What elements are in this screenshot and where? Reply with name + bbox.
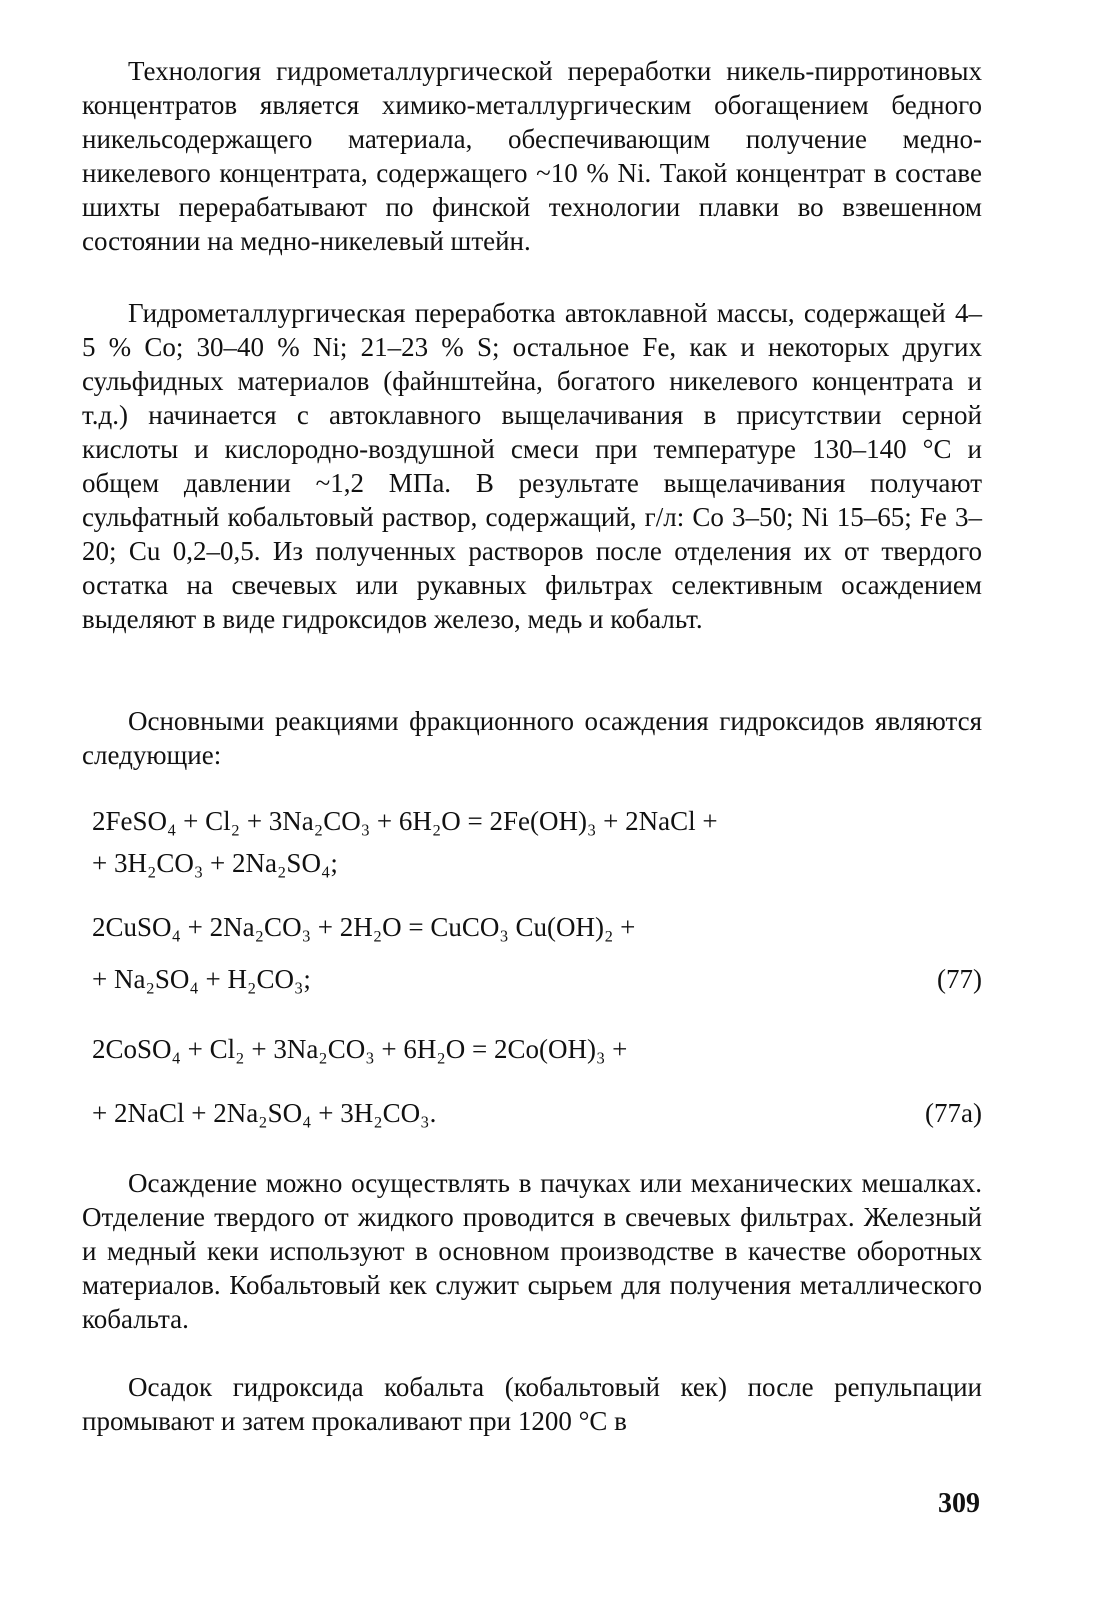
paragraph-text: Осадок гидроксида кобальта (кобальтовый кек) после репульпации промывают и затем прокаливают при 1200 °С в xyxy=(82,1372,982,1436)
paragraph-text: Осаждение можно осуществлять в пачуках или механических мешалках. Отделение твердого от жидкого проводится в свечевых фильтрах. Железный и медный кеки используют в основном производстве в качестве оборотных материалов. Кобальтовый кек служит сырьем для получения металлического кобальта. xyxy=(82,1168,982,1334)
equation-text: + Na₂SO₄ + H₂CO₃; xyxy=(92,964,311,994)
equation-copper-line-1 xyxy=(92,910,982,944)
paragraph-precipitation-equipment xyxy=(82,1166,982,1336)
equation-number: (77а) xyxy=(925,1098,982,1128)
equation-iron-line-1 xyxy=(92,804,982,838)
equation-cobalt-line-1 xyxy=(92,1032,982,1066)
paragraph-cobalt-cake xyxy=(82,1370,982,1438)
equation-text: 2FeSO₄ + Cl₂ + 3Na₂CO₃ + 6H₂O = 2Fe(OH)₃ + 2NaCl + xyxy=(92,806,718,836)
equation-text: + 2NaCl + 2Na₂SO₄ + 3H₂CO₃. xyxy=(92,1098,437,1128)
equation-copper-line-2 xyxy=(92,962,982,996)
paragraph-reactions-intro xyxy=(82,704,982,772)
equation-text: 2CoSO₄ + Cl₂ + 3Na₂CO₃ + 6H₂O = 2Co(OH)₃ + xyxy=(92,1034,628,1064)
paragraph-autoclave-processing xyxy=(82,296,982,636)
equation-text: 2CuSO₄ + 2Na₂CO₃ + 2H₂O = CuCO₃ Cu(OH)₂ + xyxy=(92,912,636,942)
equation-text: + 3H₂CO₃ + 2Na₂SO₄; xyxy=(92,848,338,878)
equation-number: (77) xyxy=(937,964,982,994)
equation-cobalt-line-2 xyxy=(92,1096,982,1130)
equation-iron-line-2 xyxy=(92,846,982,880)
page-number: 309 xyxy=(938,1488,980,1519)
paragraph-text: Основными реакциями фракционного осаждения гидроксидов являются следующие: xyxy=(82,706,982,770)
paragraph-text: Гидрометаллургическая переработка автоклавной массы, содержащей 4–5 % Co; 30–40 % Ni; 21–23 % S; остальное Fe, как и некоторых других сульфидных материалов (файнштейна, богатого никелевого концентрата и т.д.) начинается с автоклавного выщелачивания в присутствии серной кислоты и кислородно-воздушной смеси при температуре 130–140 °С и общем давлении ~1,2 МПа. В результате выщелачивания получают сульфатный кобальтовый раствор, содержащий, г/л: Co 3–50; Ni 15–65; Fe 3–20; Cu 0,2–0,5. Из полученных растворов после отделения их от твердого остатка на свечевых или рукавных фильтрах селективным осаждением выделяют в виде гидроксидов железо, медь и кобальт. xyxy=(82,298,982,634)
paragraph-text: Технология гидрометаллургической переработки никель-пирротиновых концентратов является химико-металлургическим обогащением бедного никельсодержащего материала, обеспечивающим получение медно-никелевого концентрата, содержащего ~10 % Ni. Такой концентрат в составе шихты перерабатывают по финской технологии плавки во взвешенном состоянии на медно-никелевый штейн. xyxy=(82,56,982,256)
paragraph-hydrometallurgy-intro xyxy=(82,54,982,258)
